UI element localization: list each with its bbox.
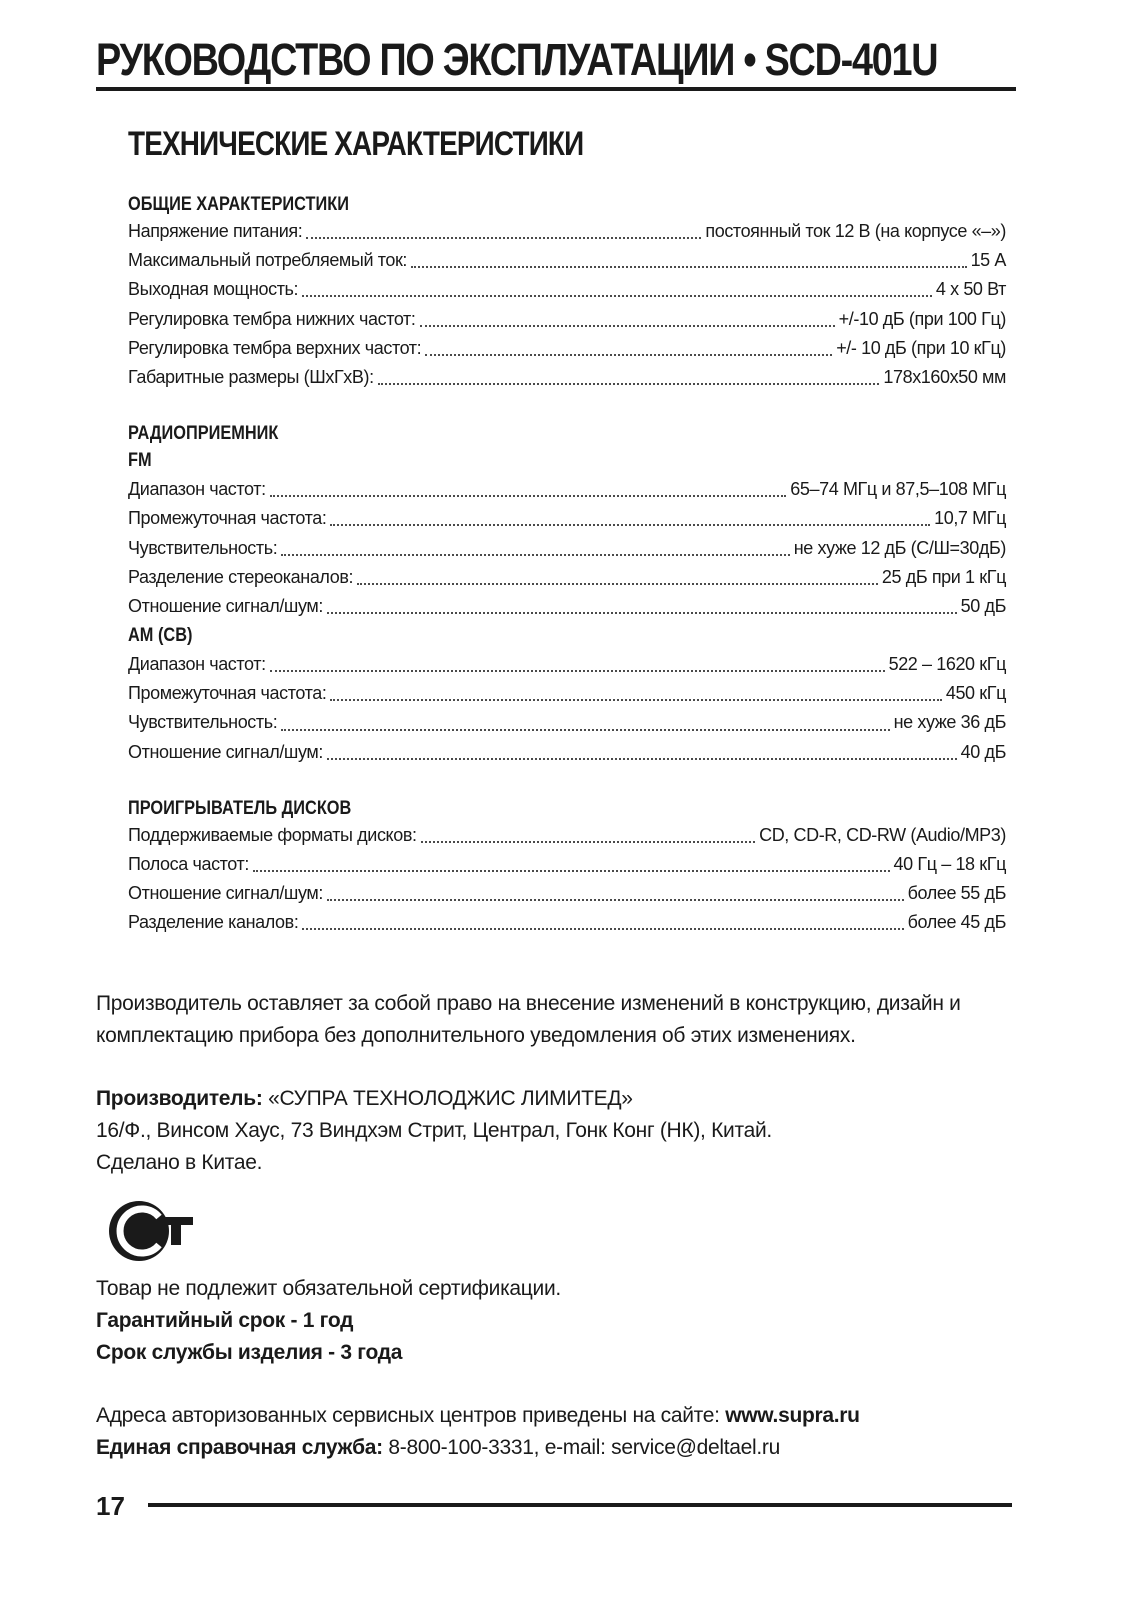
spec-row [128, 850, 1006, 879]
certification-note: Товар не подлежит обязательной сертификации. [96, 1277, 561, 1300]
player-specs-title: ПРОИГРЫВАТЕЛЬ ДИСКОВ [128, 797, 352, 819]
general-specs-list [128, 217, 1006, 392]
dot-leader [253, 869, 890, 872]
spec-label: Разделение стереоканалов: [128, 566, 354, 587]
manufacturer-block [96, 1083, 1016, 1179]
spec-value: 178х160х50 мм [883, 366, 1006, 387]
change-notice: Производитель оставляет за собой право на внесение изменений в конструкцию, дизайн и комплектацию прибора без дополнительного уведомления об этих изменениях. [96, 992, 961, 1047]
page-number: 17 [96, 1491, 125, 1521]
dot-leader [330, 698, 941, 701]
dot-leader [306, 236, 701, 239]
certification-block [96, 1273, 1016, 1369]
general-specs-title: ОБЩИЕ ХАРАКТЕРИСТИКИ [128, 194, 349, 215]
dot-leader [357, 582, 878, 585]
spec-value: 50 дБ [960, 595, 1006, 616]
spec-label: Полоса частот: [128, 854, 249, 874]
made-in: Сделано в Китае. [96, 1151, 263, 1174]
spec-label: Регулировка тембра верхних частот: [128, 337, 422, 358]
spec-label: Отношение сигнал/шум: [128, 741, 323, 762]
section-title: ТЕХНИЧЕСКИЕ ХАРАКТЕРИСТИКИ [128, 125, 584, 163]
spec-value: 522 – 1620 кГц [888, 654, 1006, 675]
spec-value: не хуже 36 дБ [893, 712, 1006, 733]
dot-leader [327, 611, 957, 614]
spec-value: 40 Гц – 18 кГц [893, 854, 1006, 874]
dot-leader [420, 324, 835, 327]
spec-value: +/-10 дБ (при 100 Гц) [838, 308, 1006, 329]
service-centers-text: Адреса авторизованных сервисных центров приведены на сайте: [96, 1404, 726, 1427]
manufacturer-label: Производитель: [96, 1087, 263, 1110]
document-title: РУКОВОДСТВО ПО ЭКСПЛУАТАЦИИ • SCD-401U [96, 34, 938, 85]
spec-row [128, 563, 1006, 592]
spec-value: 10,7 МГц [934, 508, 1006, 529]
spec-row [128, 334, 1006, 363]
spec-label: Выходная мощность: [128, 279, 299, 300]
dot-leader [330, 523, 930, 526]
spec-value: более 45 дБ [907, 912, 1006, 933]
spec-label: Отношение сигнал/шум: [128, 883, 323, 904]
website-link[interactable]: www.supra.ru [725, 1404, 860, 1427]
footer-divider [148, 1503, 1012, 1507]
helpline-contacts: 8-800-100-3331, e-mail: service@deltael.ru [382, 1436, 780, 1459]
spec-row [128, 475, 1006, 504]
dot-leader [270, 669, 885, 672]
dot-leader [281, 728, 889, 731]
spec-row [128, 879, 1006, 908]
dot-leader [411, 265, 967, 268]
spec-label: Поддерживаемые форматы дисков: [128, 824, 417, 845]
dot-leader [327, 898, 904, 901]
service-life: Срок службы изделия - 3 года [96, 1341, 403, 1364]
spec-label: Отношение сигнал/шум: [128, 595, 323, 616]
dot-leader [425, 353, 832, 356]
dot-leader [378, 382, 880, 385]
spec-row [128, 908, 1006, 937]
radio-specs-title: РАДИОПРИЕМНИК [128, 423, 279, 445]
spec-row [128, 305, 1006, 334]
spec-value: 65–74 МГц и 87,5–108 МГц [790, 479, 1006, 500]
spec-label: Максимальный потребляемый ток: [128, 250, 408, 271]
spec-label: Габаритные размеры (ШхГхВ): [128, 366, 374, 387]
spec-value: 40 дБ [960, 741, 1006, 762]
spec-row [128, 217, 1006, 246]
service-block [96, 1400, 1016, 1464]
spec-row [128, 504, 1006, 533]
rst-certification-icon [107, 1199, 199, 1263]
spec-label: Регулировка тембра нижних частот: [128, 308, 416, 329]
spec-row [128, 592, 1006, 621]
header-divider [96, 87, 1016, 91]
spec-label: Разделение каналов: [128, 912, 299, 933]
spec-row [128, 708, 1006, 737]
spec-value: +/- 10 дБ (при 10 кГц) [836, 337, 1006, 358]
spec-row [128, 821, 1006, 850]
specifications [128, 193, 1006, 938]
dot-leader [421, 840, 756, 843]
spec-label: Чувствительность: [128, 712, 278, 733]
spec-row [128, 246, 1006, 275]
player-specs-list [128, 821, 1006, 938]
spec-label: Диапазон частот: [128, 654, 266, 675]
dot-leader [302, 927, 903, 930]
spec-value: 4 x 50 Вт [935, 279, 1006, 300]
warranty-term: Гарантийный срок - 1 год [96, 1309, 354, 1332]
am-specs-list [128, 650, 1006, 767]
spec-value: постоянный ток 12 В (на корпусе «–») [705, 221, 1006, 241]
helpline-label: Единая справочная служба: [96, 1436, 383, 1459]
spec-value: 450 кГц [945, 683, 1006, 704]
spec-value: CD, CD-R, CD-RW (Audio/MP3) [759, 824, 1006, 845]
spec-value: 15 А [970, 250, 1006, 271]
manufacturer-address: 16/Ф., Винсом Хаус, 73 Виндхэм Стрит, Централ, Гонк Конг (НК), Китай. [96, 1119, 772, 1142]
fm-title: FM [128, 450, 152, 472]
dot-leader [302, 294, 932, 297]
spec-label: Промежуточная частота: [128, 683, 327, 704]
spec-row [128, 534, 1006, 563]
spec-row [128, 650, 1006, 679]
spec-label: Промежуточная частота: [128, 508, 327, 529]
spec-row [128, 275, 1006, 304]
spec-value: более 55 дБ [907, 883, 1006, 904]
spec-row [128, 738, 1006, 767]
spec-value: не хуже 12 дБ (С/Ш=30дБ) [793, 537, 1006, 558]
manufacturer-name: «СУПРА ТЕХНОЛОДЖИС ЛИМИТЕД» [262, 1087, 633, 1110]
spec-row [128, 363, 1006, 392]
spec-label: Напряжение питания: [128, 221, 303, 241]
am-title: AM (СВ) [128, 625, 193, 647]
spec-value: 25 дБ при 1 кГц [881, 566, 1006, 587]
dot-leader [281, 553, 789, 556]
spec-label: Диапазон частот: [128, 479, 266, 500]
spec-label: Чувствительность: [128, 537, 278, 558]
dot-leader [327, 757, 957, 760]
dot-leader [270, 494, 787, 497]
spec-row [128, 679, 1006, 708]
fm-specs-list [128, 475, 1006, 621]
